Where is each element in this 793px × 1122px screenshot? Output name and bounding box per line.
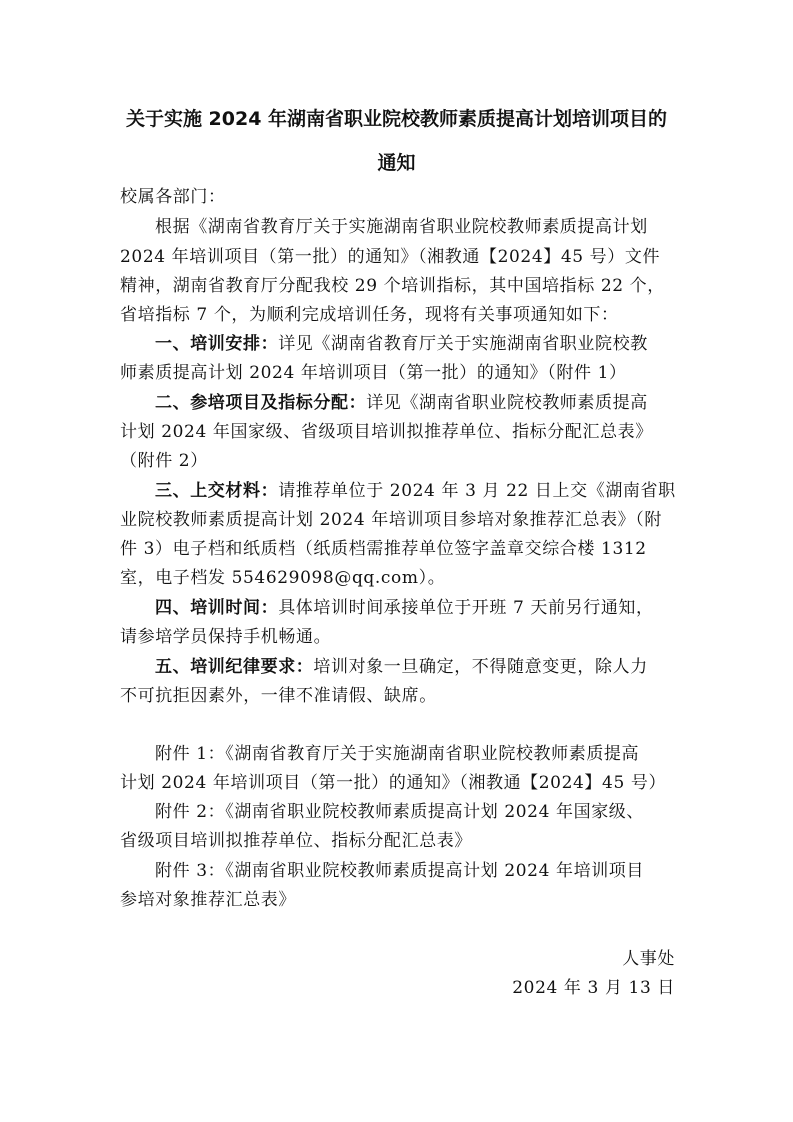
section-3-line: 业院校教师素质提高计划 2024 年培训项目参培对象推荐汇总表》（附 — [120, 510, 662, 530]
intro-line: 省培指标 7 个，为顺利完成培训任务，现将有关事项通知如下： — [120, 305, 619, 325]
document-title-line-2: 通知 — [377, 152, 416, 174]
section-3-line: 室，电子档发 554629098@qq.com）。 — [120, 568, 446, 588]
section-1-text: 详见《湖南省教育厅关于实施湖南省职业院校教 — [278, 334, 648, 354]
section-3-heading: 三、上交材料： — [155, 481, 279, 501]
attachment-3-line: 附件 3：《湖南省职业院校教师素质提高计划 2024 年培训项目 — [155, 861, 644, 881]
section-5-line: 不可抗拒因素外，一律不准请假、缺席。 — [120, 686, 437, 706]
signature-department: 人事处 — [622, 949, 675, 969]
section-3-text: 请推荐单位于 2024 年 3 月 22 日上交《湖南省职 — [278, 481, 676, 501]
section-2-heading: 二、参培项目及指标分配： — [155, 393, 367, 413]
document-title-line-1: 关于实施 2024 年湖南省职业院校教师素质提高计划培训项目的 — [125, 108, 668, 130]
section-3-line — [155, 480, 715, 502]
section-5-text: 培训对象一旦确定，不得随意变更，除人力 — [313, 657, 648, 677]
section-1-heading: 一、培训安排： — [155, 334, 279, 354]
section-2-line: 计划 2024 年国家级、省级项目培训拟推荐单位、指标分配汇总表》 — [120, 422, 653, 442]
intro-line: 2024 年培训项目（第一批）的通知》（湘教通【2024】45 号）文件 — [120, 247, 661, 267]
section-1-line — [155, 333, 715, 355]
salutation: 校属各部门： — [120, 187, 226, 207]
section-2-text: 详见《湖南省职业院校教师素质提高 — [366, 393, 648, 413]
section-1-line: 师素质提高计划 2024 年培训项目（第一批）的通知》（附件 1） — [120, 363, 627, 383]
signature-date: 2024 年 3 月 13 日 — [512, 978, 675, 998]
section-4-line: 请参培学员保持手机畅通。 — [120, 627, 332, 647]
intro-line: 根据《湖南省教育厅关于实施湖南省职业院校教师素质提高计划 — [155, 217, 648, 237]
attachment-2-line: 省级项目培训拟推荐单位、指标分配汇总表》 — [120, 831, 472, 851]
attachment-2-line: 附件 2：《湖南省职业院校教师素质提高计划 2024 年国家级、 — [155, 802, 644, 822]
section-2-line: （附件 2） — [120, 451, 208, 471]
attachment-1-line: 计划 2024 年培训项目（第一批）的通知》（湘教通【2024】45 号） — [120, 773, 667, 793]
attachment-1-line: 附件 1：《湖南省教育厅关于实施湖南省职业院校教师素质提高 — [155, 744, 640, 764]
section-5-line — [155, 656, 715, 678]
attachment-3-line: 参培对象推荐汇总表》 — [120, 890, 296, 910]
section-5-heading: 五、培训纪律要求： — [155, 657, 314, 677]
section-4-heading: 四、培训时间： — [155, 598, 279, 618]
section-3-line: 件 3）电子档和纸质档（纸质档需推荐单位签字盖章交综合楼 1312 — [120, 539, 647, 559]
intro-line: 精神，湖南省教育厅分配我校 29 个培训指标，其中国培指标 22 个， — [120, 276, 665, 296]
section-4-line — [155, 597, 715, 619]
section-2-line — [155, 392, 715, 414]
section-4-text: 具体培训时间承接单位于开班 7 天前另行通知， — [278, 598, 654, 618]
